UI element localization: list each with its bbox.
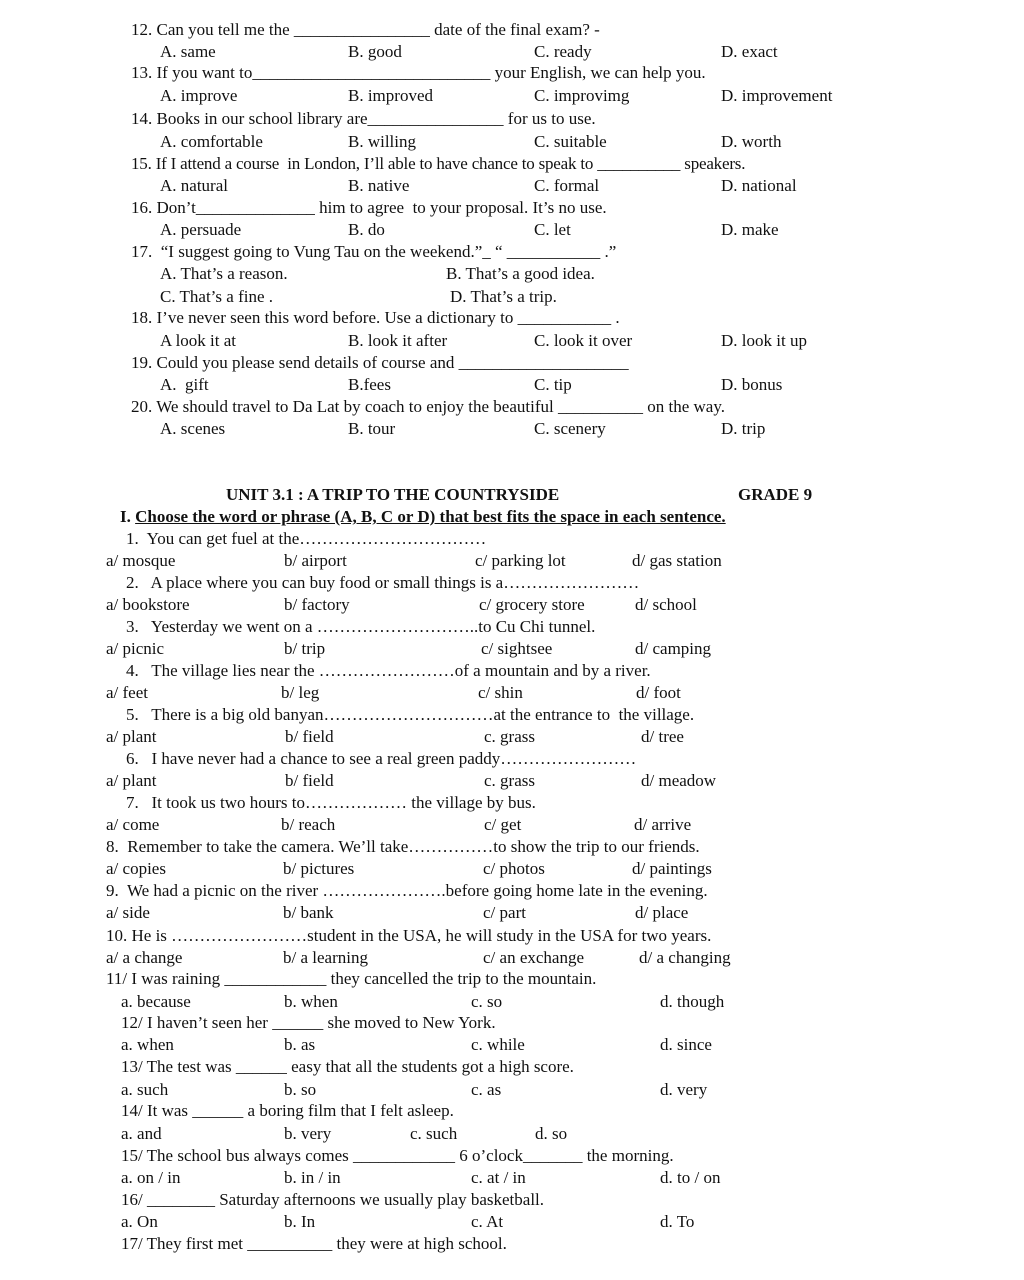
question-stem: 15/ The school bus always comes ____________ 6 o’clock_______ the morning. — [121, 1146, 674, 1165]
option-d: d/ meadow — [641, 771, 717, 790]
section-instruction — [120, 507, 726, 527]
question-stem: 2. A place where you can buy food or small things is a…………………… — [126, 573, 640, 592]
option-a: a/ plant — [106, 727, 157, 746]
section-number: I. — [120, 507, 131, 526]
option-b: B. tour — [348, 419, 396, 438]
option-d: d/ school — [635, 595, 697, 614]
option-d: D. That’s a trip. — [450, 287, 557, 306]
option-a: a. on / in — [121, 1168, 181, 1187]
question-stem: 7. It took us two hours to……………… the village by bus. — [126, 793, 536, 812]
option-b: B. look it after — [348, 331, 448, 350]
option-d: d/ gas station — [632, 551, 722, 570]
option-c: C. look it over — [534, 331, 633, 350]
option-a: A. comfortable — [160, 132, 263, 151]
option-b: b/ reach — [281, 815, 336, 834]
question-stem: 16. Don’t______________ him to agree to your proposal. It’s no use. — [131, 198, 607, 217]
question-stem: 12/ I haven’t seen her ______ she moved to New York. — [121, 1013, 496, 1032]
question-stem: 6. I have never had a chance to see a real green paddy…………………… — [126, 749, 637, 768]
option-a: a/ a change — [106, 948, 183, 967]
option-c: c/ an exchange — [483, 948, 584, 967]
option-b: B. willing — [348, 132, 417, 151]
option-a: A. improve — [160, 86, 238, 105]
option-b: B.fees — [348, 375, 391, 394]
option-b: b. so — [284, 1080, 317, 1099]
option-c: c. at / in — [471, 1168, 526, 1187]
question-stem: 17/ They first met __________ they were at high school. — [121, 1234, 507, 1253]
option-d: D. trip — [721, 419, 766, 438]
option-c: c/ grocery store — [479, 595, 585, 614]
option-d: d/ a changing — [639, 948, 731, 967]
option-a: A. scenes — [160, 419, 226, 438]
option-b: b/ bank — [283, 903, 334, 922]
option-c: c/ shin — [478, 683, 523, 702]
option-c: c/ photos — [483, 859, 545, 878]
option-a: A. gift — [160, 375, 209, 394]
question-stem: 10. He is ……………………student in the USA, he will study in the USA for two years. — [106, 926, 712, 945]
option-c: C. let — [534, 220, 571, 239]
option-a: A. same — [160, 42, 216, 61]
unit-title: UNIT 3.1 : A TRIP TO THE COUNTRYSIDE — [226, 485, 560, 504]
question-stem: 19. Could you please send details of course and ____________________ — [131, 353, 629, 372]
option-d: D. improvement — [721, 86, 833, 105]
option-c: C. formal — [534, 176, 600, 195]
option-b: b/ pictures — [283, 859, 355, 878]
option-c: C. That’s a fine . — [160, 287, 273, 306]
question-stem: 18. I’ve never seen this word before. Use a dictionary to ___________ . — [131, 308, 620, 327]
option-d: d. so — [535, 1124, 568, 1143]
option-c: C. scenery — [534, 419, 606, 438]
option-d: D. look it up — [721, 331, 807, 350]
option-d: d/ arrive — [634, 815, 692, 834]
option-a: a/ bookstore — [106, 595, 190, 614]
option-c: c/ sightsee — [481, 639, 553, 658]
option-d: d/ foot — [636, 683, 681, 702]
question-stem: 11/ I was raining ____________ they cancelled the trip to the mountain. — [106, 969, 597, 988]
question-stem: 12. Can you tell me the ________________ date of the final exam? - — [131, 20, 600, 39]
option-c: c. such — [410, 1124, 458, 1143]
question-stem: 1. You can get fuel at the…………………………… — [126, 529, 487, 548]
option-c: C. suitable — [534, 132, 607, 151]
option-a: a/ copies — [106, 859, 166, 878]
question-stem: 13/ The test was ______ easy that all the students got a high score. — [121, 1057, 574, 1076]
option-b: b. in / in — [284, 1168, 341, 1187]
option-d: D. exact — [721, 42, 778, 61]
option-c: c/ part — [483, 903, 526, 922]
option-a: a/ come — [106, 815, 160, 834]
question-stem: 3. Yesterday we went on a ………………………..to Cu Chi tunnel. — [126, 617, 596, 636]
option-b: b/ airport — [284, 551, 347, 570]
option-b: B. improved — [348, 86, 433, 105]
option-c: C. ready — [534, 42, 592, 61]
option-b: b/ leg — [281, 683, 320, 702]
option-b: b. very — [284, 1124, 332, 1143]
option-b: b/ field — [285, 727, 334, 746]
option-b: b/ factory — [284, 595, 350, 614]
option-a: a. such — [121, 1080, 169, 1099]
question-stem: 14. Books in our school library are________________ for us to use. — [131, 109, 596, 128]
option-a: A look it at — [160, 331, 237, 350]
question-stem: 5. There is a big old banyan…………………………at the entrance to the village. — [126, 705, 695, 724]
option-d: D. make — [721, 220, 779, 239]
option-b: b/ a learning — [283, 948, 368, 967]
option-d: D. worth — [721, 132, 782, 151]
option-c: C. tip — [534, 375, 572, 394]
option-b: b. as — [284, 1035, 316, 1054]
option-b: b/ field — [285, 771, 334, 790]
option-d: d/ paintings — [632, 859, 712, 878]
option-c: c/ parking lot — [475, 551, 566, 570]
question-stem: 14/ It was ______ a boring film that I felt asleep. — [121, 1101, 454, 1120]
option-b: B. native — [348, 176, 410, 195]
option-c: c. while — [471, 1035, 525, 1054]
question-stem: 20. We should travel to Da Lat by coach to enjoy the beautiful __________ on the way. — [131, 397, 725, 416]
option-a: a. when — [121, 1035, 174, 1054]
option-b: B. That’s a good idea. — [446, 264, 595, 283]
question-stem: 9. We had a picnic on the river ………………….before going home late in the evening. — [106, 881, 708, 900]
option-a: a/ side — [106, 903, 150, 922]
option-a: a. On — [121, 1212, 158, 1231]
question-stem: 13. If you want to____________________________ your English, we can help you. — [131, 63, 706, 82]
option-a: a/ plant — [106, 771, 157, 790]
option-c: C. improvimg — [534, 86, 630, 105]
option-d: d. since — [660, 1035, 712, 1054]
instruction-text: Choose the word or phrase (A, B, C or D) that best fits the space in each sentence. — [135, 507, 726, 526]
question-stem: 17. “I suggest going to Vung Tau on the weekend.”_ “ ___________ .” — [131, 242, 617, 261]
question-stem: 15. If I attend a course in London, I’ll able to have chance to speak to __________ speakers. — [131, 154, 746, 173]
option-b: B. good — [348, 42, 402, 61]
question-stem: 16/ ________ Saturday afternoons we usually play basketball. — [121, 1190, 545, 1209]
option-c: c. so — [471, 992, 503, 1011]
option-c: c. grass — [484, 771, 535, 790]
option-b: b/ trip — [284, 639, 326, 658]
option-d: D. national — [721, 176, 797, 195]
option-d: d. though — [660, 992, 725, 1011]
option-a: a/ feet — [106, 683, 148, 702]
option-d: d. To — [660, 1212, 695, 1231]
option-d: d/ tree — [641, 727, 684, 746]
option-d: d. very — [660, 1080, 708, 1099]
option-c: c/ get — [484, 815, 522, 834]
option-a: a/ picnic — [106, 639, 165, 658]
option-d: D. bonus — [721, 375, 783, 394]
option-b: b. when — [284, 992, 338, 1011]
option-b: B. do — [348, 220, 385, 239]
option-d: d/ place — [635, 903, 689, 922]
option-d: d/ camping — [635, 639, 712, 658]
question-stem: 8. Remember to take the camera. We’ll take……………to show the trip to our friends. — [106, 837, 700, 856]
option-a: a. and — [121, 1124, 162, 1143]
option-c: c. grass — [484, 727, 535, 746]
option-a: A. That’s a reason. — [160, 264, 288, 283]
question-stem: 4. The village lies near the ……………………of a mountain and by a river. — [126, 661, 651, 680]
option-a: A. natural — [160, 176, 228, 195]
grade-label: GRADE 9 — [738, 485, 813, 504]
option-c: c. as — [471, 1080, 502, 1099]
option-b: b. In — [284, 1212, 316, 1231]
option-a: a/ mosque — [106, 551, 176, 570]
option-c: c. At — [471, 1212, 504, 1231]
option-a: a. because — [121, 992, 191, 1011]
option-d: d. to / on — [660, 1168, 721, 1187]
option-a: A. persuade — [160, 220, 242, 239]
